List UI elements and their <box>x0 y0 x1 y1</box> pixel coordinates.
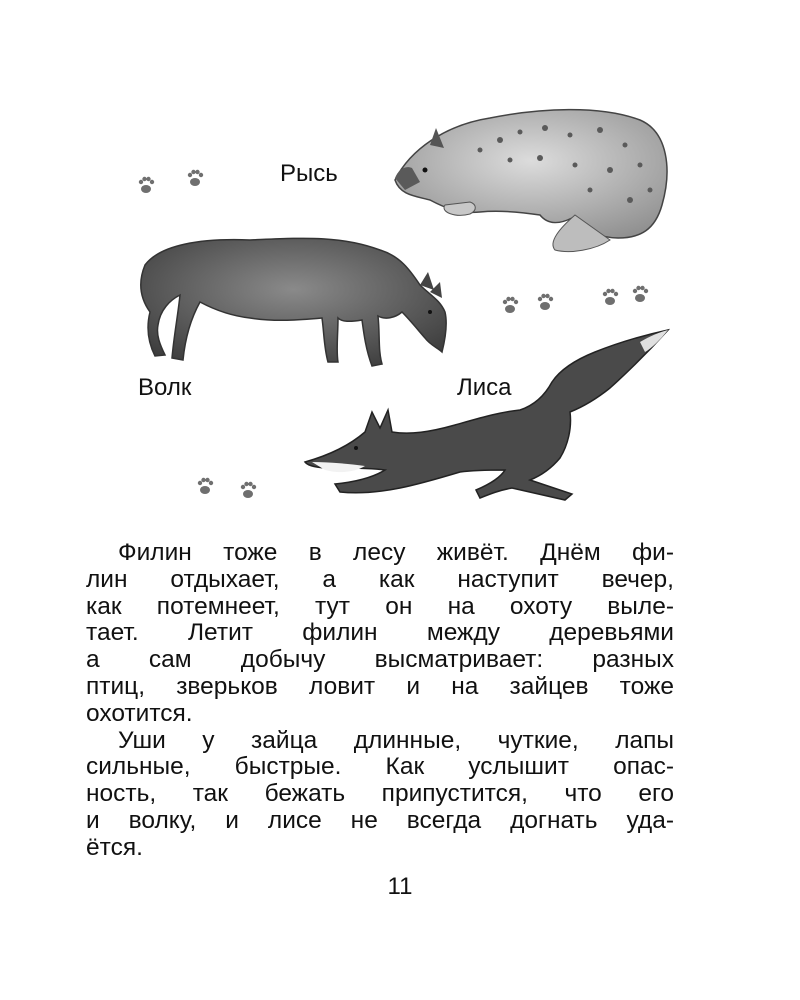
body-text <box>86 540 674 862</box>
lynx-illustration <box>395 110 667 252</box>
fox-illustration <box>305 330 668 500</box>
caption-lynx: Рысь <box>280 160 338 187</box>
text-line: сильные, быстрые. Как услышит опас- <box>86 753 674 781</box>
text-line: птиц, зверьков ловит и на зайцев тоже <box>86 672 674 700</box>
page-number: 11 <box>387 873 413 900</box>
text-line: а сам добычу высматривает: разных <box>86 646 674 674</box>
text-line: Филин тоже в лесу живёт. Днём фи- <box>118 539 674 566</box>
paragraph-2 <box>86 728 674 862</box>
text-line: лин отдыхает, а как наступит вечер, <box>86 565 674 593</box>
caption-wolf: Волк <box>138 374 192 401</box>
text-line: ётся. <box>86 833 143 861</box>
text-line: охотится. <box>86 699 193 727</box>
text-line: и волку, и лисе не всегда догнать уда- <box>86 806 674 834</box>
paragraph-1 <box>86 540 674 728</box>
wolf-illustration <box>141 238 446 366</box>
text-line: ность, так бежать припустится, что его <box>86 780 674 808</box>
caption-fox: Лиса <box>457 374 512 401</box>
text-line: Уши у зайца длинные, чуткие, лапы <box>118 726 674 754</box>
text-line: как потемнеет, тут он на охоту выле- <box>86 592 674 620</box>
text-line: тает. Летит филин между деревьями <box>86 619 674 647</box>
